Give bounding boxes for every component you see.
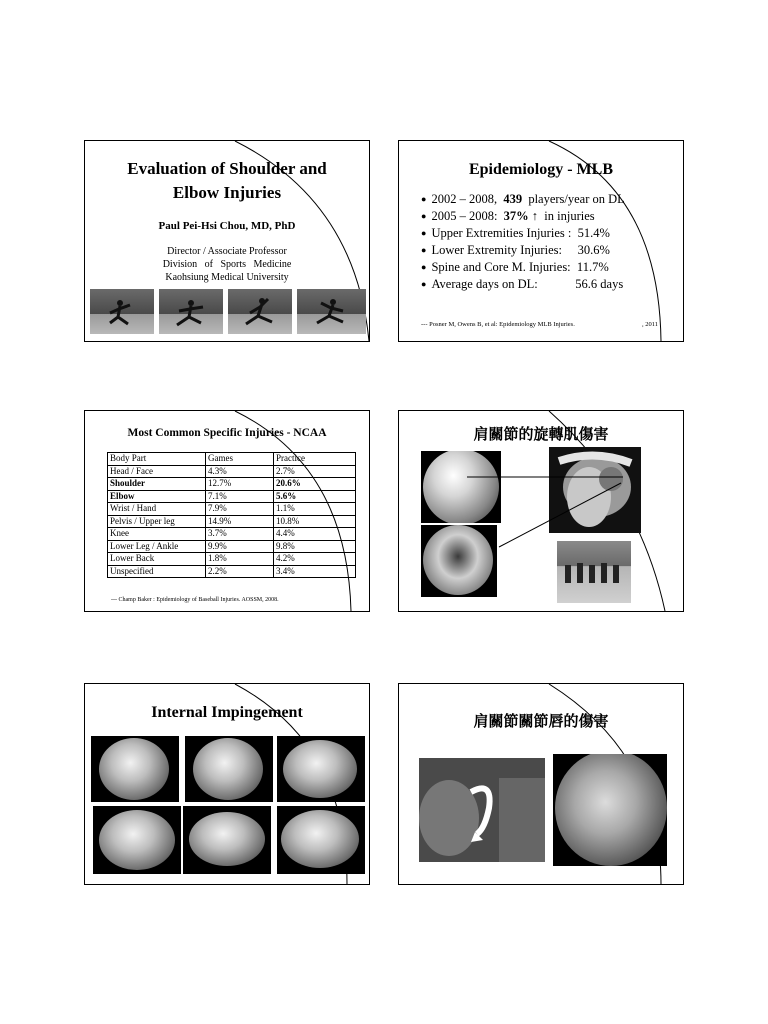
slide-title: 肩關節關節唇的傷害 bbox=[473, 712, 609, 730]
bullet-list bbox=[421, 191, 625, 293]
slide-title: Internal Impingement bbox=[151, 704, 303, 721]
body-part-cell: Head / Face bbox=[108, 465, 206, 478]
games-cell: 14.9% bbox=[206, 515, 274, 528]
affiliation-line2: Division of Sports Medicine bbox=[162, 259, 292, 270]
table-row bbox=[108, 503, 356, 516]
citation: --- Posner M, Owens B, et al: Epidemiology MLB Injuries. bbox=[421, 321, 575, 328]
bullet-item: ● 2002 – 2008, 439 players/year on DL bbox=[421, 191, 625, 208]
slide-title: Most Common Specific Injuries - NCAA bbox=[127, 427, 327, 439]
slide-labrum-injury bbox=[398, 683, 684, 885]
games-cell: 9.9% bbox=[206, 540, 274, 553]
games-cell: 12.7% bbox=[206, 478, 274, 491]
practice-cell: 10.8% bbox=[274, 515, 356, 528]
pitcher-photo-2 bbox=[159, 289, 223, 334]
bullet-item: ● Spine and Core M. Injuries: 11.7% bbox=[421, 259, 625, 276]
practice-cell: 20.6% bbox=[274, 478, 356, 491]
table-row bbox=[108, 465, 356, 478]
arthroscopy-image-6 bbox=[277, 806, 365, 874]
bullet-item: ● Upper Extremities Injuries : 51.4% bbox=[421, 225, 625, 242]
practice-cell: 1.1% bbox=[274, 503, 356, 516]
citation: --- Champ Baker : Epidemiology of Baseball Injuries. AOSSM, 2008. bbox=[111, 597, 279, 603]
arthroscopy-image-5 bbox=[183, 806, 271, 874]
arthroscopy-image bbox=[553, 754, 667, 866]
table-row bbox=[108, 490, 356, 503]
slide-epidemiology bbox=[398, 140, 684, 342]
practice-cell: 2.7% bbox=[274, 465, 356, 478]
slide-title-line2: Elbow Injuries bbox=[172, 183, 282, 202]
baseball-team-photo bbox=[557, 541, 631, 603]
table-row bbox=[108, 540, 356, 553]
slide-title: 肩關節的旋轉肌傷害 bbox=[473, 425, 609, 443]
slide-title bbox=[84, 140, 370, 342]
arthroscopy-image-2 bbox=[185, 736, 273, 802]
body-part-cell: Elbow bbox=[108, 490, 206, 503]
arthroscopy-image-1 bbox=[91, 736, 179, 802]
games-cell: 4.3% bbox=[206, 465, 274, 478]
header-cell: Body Part bbox=[108, 453, 206, 466]
practice-cell: 9.8% bbox=[274, 540, 356, 553]
games-cell: 3.7% bbox=[206, 528, 274, 541]
body-part-cell: Lower Leg / Ankle bbox=[108, 540, 206, 553]
pitcher-photo-1 bbox=[90, 289, 154, 334]
table-row bbox=[108, 478, 356, 491]
affiliation-line3: Kaohsiung Medical University bbox=[165, 272, 289, 283]
arthroscopy-image-1 bbox=[421, 451, 501, 523]
injury-table bbox=[107, 452, 356, 578]
shoulder-anatomy-image bbox=[549, 447, 641, 533]
practice-cell: 5.6% bbox=[274, 490, 356, 503]
author-name: Paul Pei-Hsi Chou, MD, PhD bbox=[158, 220, 296, 232]
games-cell: 7.9% bbox=[206, 503, 274, 516]
practice-cell: 4.2% bbox=[274, 553, 356, 566]
bullet-item: ● 2005 – 2008: 37% ↑ in injuries bbox=[421, 208, 625, 225]
body-part-cell: Lower Back bbox=[108, 553, 206, 566]
body-part-cell: Shoulder bbox=[108, 478, 206, 491]
citation-year: , 2011 bbox=[642, 321, 659, 328]
arthroscopy-image-4 bbox=[93, 806, 181, 874]
mri-image bbox=[419, 758, 545, 862]
header-cell: Games bbox=[206, 453, 274, 466]
slide-ncaa-injuries bbox=[84, 410, 370, 612]
affiliation-line1: Director / Associate Professor bbox=[167, 246, 287, 257]
table-header-row bbox=[108, 453, 356, 466]
header-cell: Practice bbox=[274, 453, 356, 466]
slide-rotator-cuff bbox=[398, 410, 684, 612]
body-part-cell: Unspecified bbox=[108, 565, 206, 578]
practice-cell: 4.4% bbox=[274, 528, 356, 541]
table-row bbox=[108, 553, 356, 566]
bullet-item: ● Average days on DL: 56.6 days bbox=[421, 276, 625, 293]
bullet-item: ● Lower Extremity Injuries: 30.6% bbox=[421, 242, 625, 259]
arthroscopy-image-3 bbox=[277, 736, 365, 802]
arthroscopy-image-2 bbox=[421, 525, 497, 597]
games-cell: 2.2% bbox=[206, 565, 274, 578]
table-row bbox=[108, 528, 356, 541]
table-row bbox=[108, 515, 356, 528]
practice-cell: 3.4% bbox=[274, 565, 356, 578]
body-part-cell: Pelvis / Upper leg bbox=[108, 515, 206, 528]
pitcher-photo-3 bbox=[228, 289, 292, 334]
slide-title-line1: Evaluation of Shoulder and bbox=[127, 159, 327, 178]
body-part-cell: Wrist / Hand bbox=[108, 503, 206, 516]
table-row bbox=[108, 565, 356, 578]
slide-title: Epidemiology - MLB bbox=[468, 161, 613, 178]
games-cell: 7.1% bbox=[206, 490, 274, 503]
body-part-cell: Knee bbox=[108, 528, 206, 541]
games-cell: 1.8% bbox=[206, 553, 274, 566]
pitcher-photo-4 bbox=[297, 289, 366, 334]
slide-internal-impingement bbox=[84, 683, 370, 885]
